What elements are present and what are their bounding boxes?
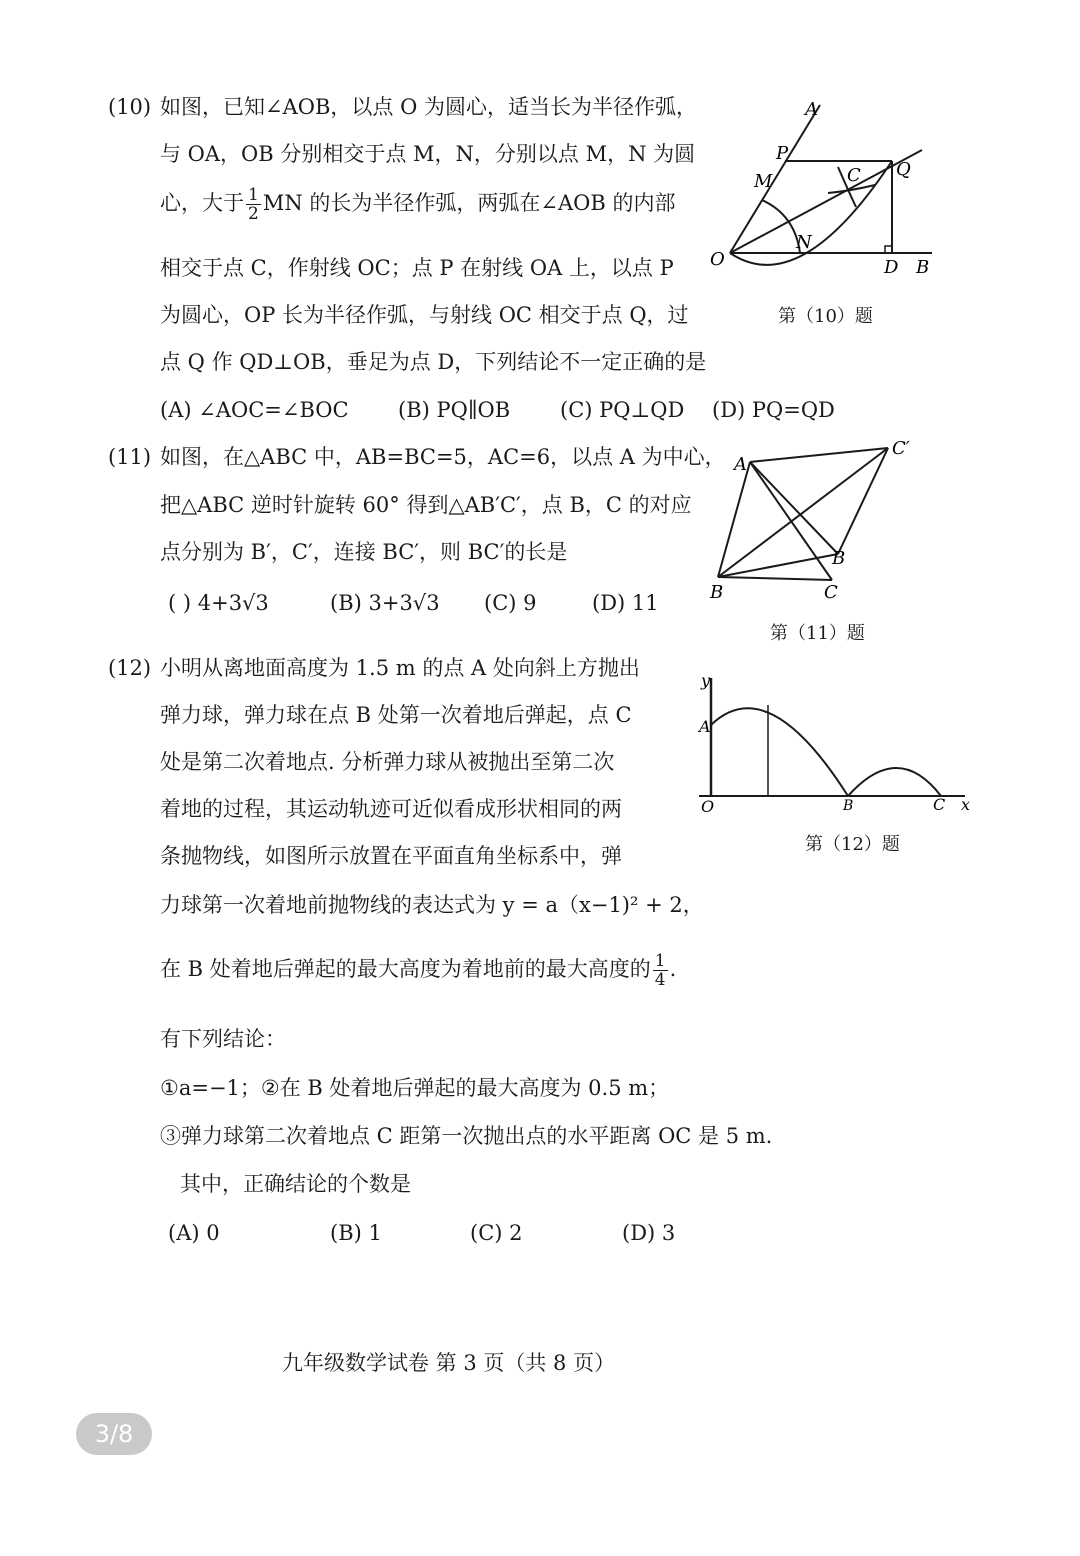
segment-ac1 [750,448,888,462]
q12-option-c: (C) 2 [470,1221,523,1245]
q11-figure [700,432,930,607]
q12-option-b: (B) 1 [330,1221,382,1245]
segment-ab [718,462,750,577]
q10-text-line-3 [160,186,675,223]
label-x: x [961,795,971,814]
q12-option-d: (D) 3 [622,1221,676,1245]
page-footer: 九年级数学试卷 第 3 页（共 8 页） [282,1351,616,1375]
ray-oa [730,105,820,253]
q12-caption: 第（12）题 [805,834,900,855]
q11-option-d: (D) 11 [592,591,659,615]
fraction-numerator: 1 [654,951,666,971]
label-y: y [701,671,711,690]
q10-text-line-6: 点 Q 作 QD⊥OB，垂足为点 D，下列结论不一定正确的是 [160,350,707,374]
label-o: O [710,249,725,270]
q11-text-line-3: 点分别为 B′，C′，连接 BC′，则 BC′的长是 [160,540,568,564]
right-angle-mark [885,246,892,253]
q12-conclusion-1-2: ①a=−1；②在 B 处着地后弹起的最大高度为 0.5 m； [160,1076,670,1100]
q11-text-line-2: 把△ABC 逆时针旋转 60° 得到△AB′C′，点 B，C 的对应 [160,493,692,517]
label-m: M [754,171,773,192]
segment-bb1 [718,554,838,577]
segment-ab1 [750,462,838,554]
q10-option-c: (C) PQ⊥QD [560,398,685,422]
label-c-prime: C′ [892,438,910,459]
fraction-one-half [246,186,261,223]
q12-text-line-7: 在 B 处着地后弹起的最大高度为着地前的最大高度的 $\frac{1}{4}$ . [160,951,677,990]
q10-text-line-3b: MN 的长为半径作弧，两弧在∠AOB 的内部 [262,191,676,215]
label-d: D [884,257,899,278]
fraction-one-quarter [653,952,668,989]
q12-text-line-4: 着地的过程，其运动轨迹可近似看成形状相同的两 [160,797,622,821]
q12-figure [695,670,980,820]
label-c: C [824,582,838,603]
fraction-numerator: 1 [248,185,259,205]
q12-conclusion-3: ③弹力球第二次着地点 C 距第一次抛出点的水平距离 OC 是 5 m. [160,1124,773,1148]
q12-option-a: (A) 0 [168,1221,220,1245]
label-n: N [796,232,812,253]
q10-text-line-1: 如图，已知∠AOB，以点 O 为圆心，适当长为半径作弧， [160,95,697,119]
label-c: C [933,795,946,814]
q10-caption: 第（10）题 [778,306,873,327]
q12-text-line-1: 小明从离地面高度为 1.5 m 的点 A 处向斜上方抛出 [160,656,640,680]
page-indicator-badge: 3/8 [76,1413,152,1455]
q12-text-line-8: 有下列结论： [160,1027,286,1051]
label-a: A [699,717,711,736]
q10-option-b: (B) PQ∥OB [398,398,511,422]
q11-text-line-1: 如图，在△ABC 中，AB=BC=5，AC=6，以点 A 为中心， [160,445,726,469]
q10-figure [700,95,950,285]
label-q: Q [896,159,911,180]
q10-text-line-3a: 心，大于 [160,191,244,215]
question-12-number: (12) [108,656,152,680]
label-o: O [701,797,715,816]
segment-bc [718,577,832,580]
fraction-denominator: 4 [654,970,666,990]
q10-text-line-5: 为圆心，OP 长为半径作弧，与射线 OC 相交于点 Q，过 [160,303,689,327]
label-c: C [847,165,861,186]
parabola-1 [711,708,848,796]
label-b: B [916,257,930,278]
q12-text-line-5: 条抛物线，如图所示放置在平面直角坐标系中，弹 [160,844,622,868]
q11-option-a: ( ) 4+3√3 [168,591,269,615]
q12-question-line: 其中，正确结论的个数是 [180,1172,411,1196]
question-10-number: (10) [108,95,152,119]
q12-text-line-7a: 在 B 处着地后弹起的最大高度为着地前的最大高度的 [160,957,651,981]
q11-option-c: (C) 9 [484,591,537,615]
label-p: P [776,143,789,164]
label-a: A [805,99,818,120]
fraction-denominator: 2 [248,204,259,224]
q10-text-line-4: 相交于点 C，作射线 OC；点 P 在射线 OA 上，以点 P [160,256,674,280]
arc-c2 [828,185,875,193]
question-11-number: (11) [108,445,152,469]
ray-oc [730,150,922,253]
q12-text-line-6: 力球第一次着地前抛物线的表达式为 y = a（x−1)² + 2， [160,893,704,917]
q12-text-line-3: 处是第二次着地点. 分析弹力球从被抛出至第二次 [160,750,615,774]
segment-c1b1 [838,448,888,554]
q10-text-line-2: 与 OA，OB 分别相交于点 M，N，分别以点 M，N 为圆 [160,142,696,166]
q12-text-line-2: 弹力球，弹力球在点 B 处第一次着地后弹起，点 C [160,703,632,727]
q11-caption: 第（11）题 [770,623,865,644]
q11-option-b: (B) 3+3√3 [330,591,440,615]
label-a: A [734,454,747,475]
label-b: B [710,582,724,603]
label-b: B [843,798,854,814]
q10-option-d: (D) PQ=QD [712,398,835,422]
label-b-prime: B [832,548,846,569]
q10-option-a: (A) ∠AOC=∠BOC [160,398,349,422]
parabola-2 [848,768,941,796]
